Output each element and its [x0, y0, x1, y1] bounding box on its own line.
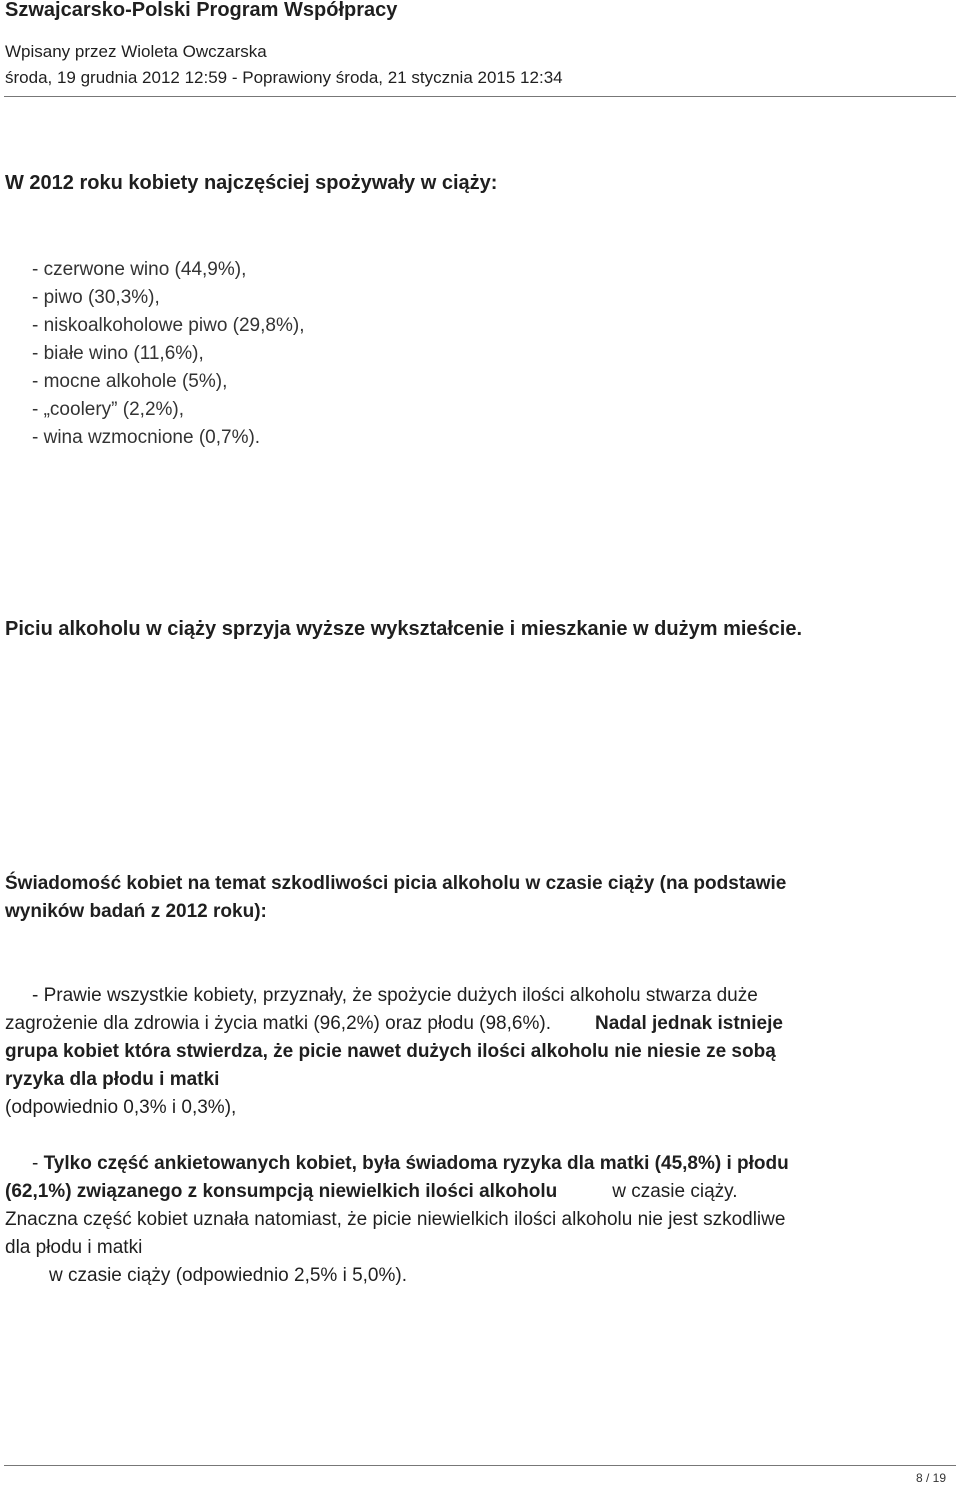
page-number: 8 / 19	[915, 1471, 946, 1485]
text-line	[5, 1178, 950, 1206]
section-heading-factors: Piciu alkoholu w ciąży sprzyja wyższe wykształcenie i mieszkanie w dużym mieście.	[5, 618, 803, 640]
text-line-bold: grupa kobiet która stwierdza, że picie nawet dużych ilości alkoholu nie niesie ze sobą	[5, 1041, 776, 1062]
text-bold: Tylko część ankietowanych kobiet, była świadoma ryzyka dla matki (45,8%) i płodu	[43, 1153, 789, 1174]
section-heading-consumption: W 2012 roku kobiety najczęściej spożywały w ciąży:	[5, 172, 498, 194]
list-item: - wina wzmocnione (0,7%).	[32, 427, 261, 448]
section-heading-awareness	[5, 870, 950, 926]
text-line: w czasie ciąży (odpowiednio 2,5% i 5,0%).	[49, 1265, 408, 1286]
text-line: dla płodu i matki	[5, 1237, 143, 1258]
list-item: - mocne alkohole (5%),	[32, 371, 228, 392]
heading-line: Świadomość kobiet na temat szkodliwości picia alkoholu w czasie ciąży (na podstawie	[5, 873, 787, 894]
text-line: Znaczna część kobiet uznała natomiast, że picie niewielkich ilości alkoholu nie jest szkodliwe	[5, 1209, 786, 1230]
list-item: - czerwone wino (44,9%),	[32, 259, 247, 280]
list-item: - piwo (30,3%),	[32, 287, 160, 308]
paragraph-awareness-low	[5, 1150, 950, 1290]
document-title: Szwajcarsko-Polski Program Współpracy	[5, 0, 398, 21]
text-line	[5, 1010, 950, 1038]
text-bold: (62,1%) związanego z konsumpcją niewielkich ilości alkoholu	[5, 1181, 558, 1202]
text-line	[5, 1150, 950, 1178]
text-line: - Prawie wszystkie kobiety, przyznały, że spożycie dużych ilości alkoholu stwarza duże	[32, 985, 758, 1006]
text-line: (odpowiednio 0,3% i 0,3%),	[5, 1097, 237, 1118]
header-divider	[4, 96, 956, 97]
footer-divider	[4, 1465, 956, 1466]
beverage-list	[32, 256, 304, 452]
text-bold: Nadal jednak istnieje	[594, 1013, 783, 1034]
heading-line: wyników badań z 2012 roku):	[5, 901, 267, 922]
list-item: - białe wino (11,6%),	[32, 343, 204, 364]
text-normal: w czasie ciąży.	[612, 1181, 738, 1202]
paragraph-awareness-high	[5, 982, 950, 1122]
list-item: - niskoalkoholowe piwo (29,8%),	[32, 315, 305, 336]
date-line: środa, 19 grudnia 2012 12:59 - Poprawiony środa, 21 stycznia 2015 12:34	[5, 68, 563, 87]
text-normal: -	[32, 1153, 44, 1174]
author-line: Wpisany przez Wioleta Owczarska	[5, 42, 267, 61]
text-line-bold: ryzyka dla płodu i matki	[5, 1069, 220, 1090]
text-normal: zagrożenie dla zdrowia i życia matki (96,2%) oraz płodu (98,6%).	[5, 1013, 551, 1034]
list-item: - „coolery” (2,2%),	[32, 399, 185, 420]
